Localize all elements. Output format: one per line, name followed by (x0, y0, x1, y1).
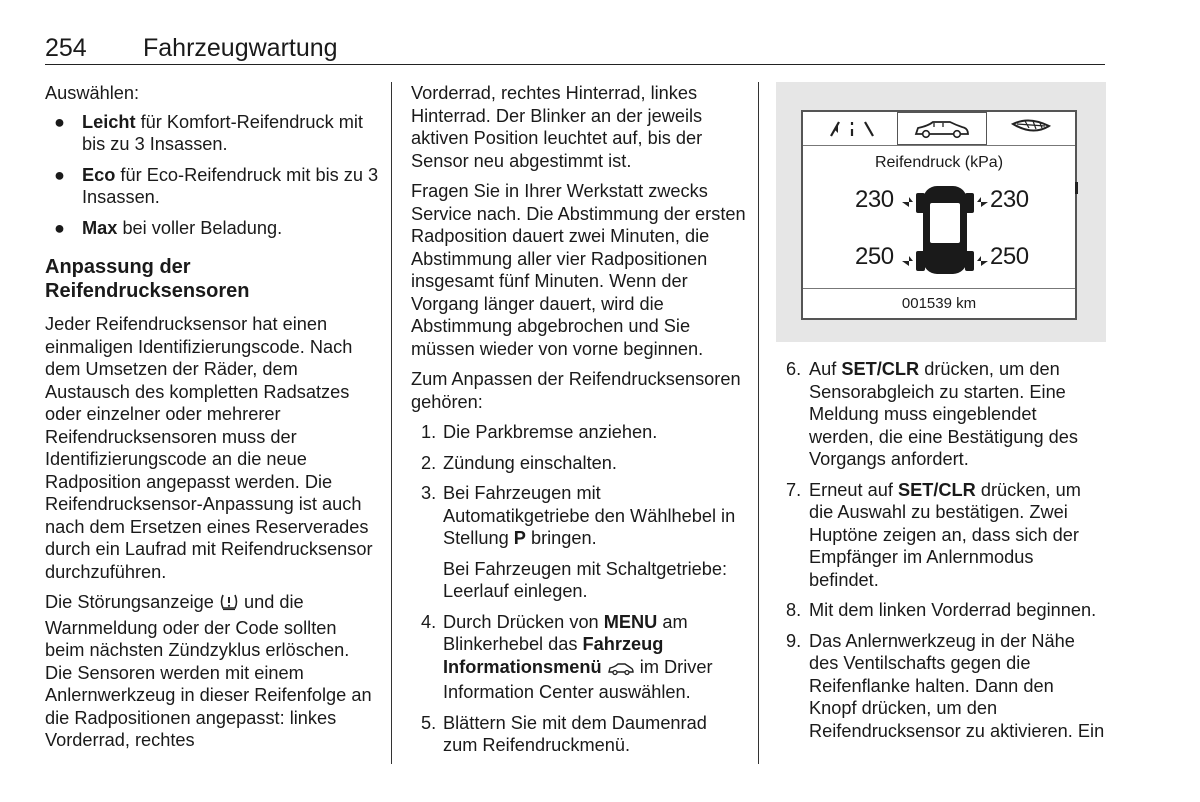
pressure-front-right: 230 (990, 186, 1029, 213)
step-bold: P (513, 528, 526, 548)
odometer-reading: 001539 km (901, 295, 977, 312)
scroll-indicator (1075, 182, 1078, 194)
step-bold: SET/CLR (841, 359, 920, 379)
section-heading: Anpassung der Reifendrucksensoren (45, 256, 250, 302)
pressure-front-left: 230 (855, 186, 894, 213)
pressure-rear-right: 250 (990, 243, 1029, 270)
column-right (786, 358, 1106, 750)
step-number: 9. (786, 630, 802, 651)
road-info-tab-icon (817, 112, 887, 145)
eco-leaf-tab-icon (999, 112, 1069, 145)
step-text: bringen. (525, 528, 597, 548)
column-divider (758, 82, 759, 764)
paragraph: Zum Anpassen der Reifendrucksensoren gehören: (411, 369, 741, 412)
list-item (45, 111, 380, 156)
step-text: im Driver Information Center auswählen. (443, 656, 713, 702)
car-icon (607, 659, 635, 682)
step-text: Auf (809, 359, 842, 379)
step-text: Die Parkbremse anziehen. (443, 422, 658, 442)
option-description: für Komfort-Reifendruck mit bis zu 3 Insassen. (82, 111, 363, 154)
display-screen (801, 110, 1077, 320)
paragraph: Vorderrad, rechtes Hinterrad, linkes Hinterrad. Der Blinker an der jeweils aktiven Position leuchtet auf, bis der Sensor neu abgestimmt ist. (411, 83, 703, 171)
step-text: Blättern Sie mit dem Daumenrad zum Reifendruckmenü. (443, 712, 707, 755)
step-item (411, 452, 746, 475)
bullet-icon: ● (54, 111, 65, 132)
step-text: drücken, um den Sensorabgleich zu starten. Eine Meldung muss eingeblendet werden, die eine Bestätigung des Vorgangs anfordert. (809, 359, 1078, 469)
step-number: 7. (786, 479, 802, 500)
step-text: drücken, um die Auswahl zu bestätigen. Zwei Huptöne zeigen an, dass sich der Empfänger im Anlernmodus befindet. (809, 479, 1081, 590)
step-bold: MENU (603, 611, 658, 632)
paragraph: Fragen Sie in Ihrer Werkstatt zwecks Service nach. Die Abstimmung der ersten Radposition dauert zwei Minuten, die Abstimmung aller vier Radpositionen insgesamt fünf Minuten. Wenn der Vorgang länger dauert, wird die Abstimmung abgebrochen und Sie müssen wieder von vorne beginnen. (411, 181, 746, 359)
step-bold: SET/CLR (897, 479, 976, 500)
page-title: Fahrzeugwartung (143, 34, 338, 62)
step-number: 8. (786, 600, 802, 620)
step-number: 1. (421, 422, 437, 442)
intro-text: Auswählen: (45, 83, 140, 103)
step-item (411, 712, 746, 757)
option-label: Eco (82, 164, 116, 185)
step-item (786, 358, 1106, 471)
paragraph: Jeder Reifendrucksensor hat einen einmaligen Identifizierungscode. Nach dem Umsetzen der Räder, dem Austausch des kompletten Radsatzes oder einzelner oder mehrerer Reifendrucksensoren muss der Identifizierungscode an die neue Radposition angepasst werden. Die Reifendrucksensor-Anpassung ist auch nach dem Ersetzen eines Reserverades durch ein Laufrad mit Reifendrucksensor durchzuführen. (45, 314, 373, 582)
step-text: Bei Fahrzeugen mit Automatikgetriebe den Wählhebel in Stellung (443, 483, 736, 548)
option-label: Max (82, 217, 118, 238)
step-text: am Blinkerhebel das (443, 611, 688, 654)
car-top-view-icon (899, 180, 991, 280)
step-item (411, 611, 746, 704)
display-divider (803, 288, 1075, 289)
option-label: Leicht (82, 111, 136, 132)
page-header (45, 34, 1105, 65)
step-number: 3. (421, 483, 437, 503)
step-number: 6. (786, 359, 802, 379)
column-divider (391, 82, 392, 764)
column-left (45, 82, 380, 760)
list-item (45, 217, 380, 240)
step-number: 4. (421, 611, 437, 632)
step-bold: Fahrzeug Informationsmenü (443, 634, 664, 677)
paragraph-text: Die Störungsanzeige (45, 592, 219, 612)
step-number: 5. (421, 712, 437, 733)
vehicle-info-tab-icon[interactable] (897, 112, 987, 145)
paragraph (45, 591, 380, 752)
step-text: Zündung einschalten. (443, 452, 617, 473)
step-text: Erneut auf (809, 479, 898, 500)
bullet-icon: ● (54, 164, 65, 185)
bullet-icon: ● (54, 217, 65, 238)
pressure-rear-left: 250 (855, 243, 894, 270)
option-description: bei voller Beladung. (117, 217, 283, 238)
step-item (411, 421, 746, 444)
step-number: 2. (421, 452, 437, 473)
step-text: Durch Drücken von (443, 611, 604, 632)
paragraph-text: und die Warnmeldung oder der Code sollten beim nächsten Zündzyklus erlöschen. Die Sensoren werden mit einem Anlernwerkzeug in dieser Reifenfolge an die Radpositionen angepasst: linkes Vorderrad, rechtes (45, 592, 372, 750)
step-item (786, 630, 1106, 743)
step-item (786, 479, 1106, 592)
tire-pressure-display-figure (776, 82, 1106, 342)
display-divider (803, 145, 1075, 146)
option-description: für Eco-Reifendruck mit bis zu 3 Insassen. (82, 164, 379, 207)
step-item (786, 599, 1106, 622)
step-text: Mit dem linken Vorderrad beginnen. (809, 600, 1097, 620)
step-item (411, 482, 746, 550)
step-note: Bei Fahrzeugen mit Schaltgetriebe: Leerlauf einlegen. (443, 558, 728, 601)
display-title: Reifendruck (kPa) (874, 154, 1004, 171)
column-middle (411, 82, 746, 765)
step-text: Das Anlernwerkzeug in der Nähe des Ventilschafts gegen die Reifenflanke halten. Dann den Knopf drücken, um den Reifendrucksensor zu aktivieren. Ein (809, 630, 1105, 741)
page-number: 254 (45, 34, 87, 62)
list-item (45, 164, 380, 209)
tire-pressure-warning-icon (219, 593, 239, 617)
